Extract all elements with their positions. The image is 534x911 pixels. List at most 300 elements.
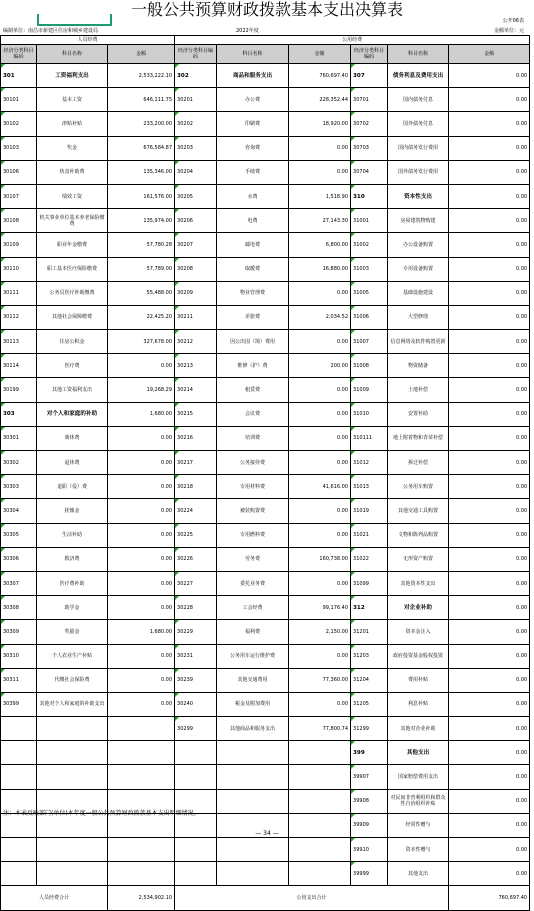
table-row bbox=[1, 112, 530, 136]
cell-amount: 0.00 bbox=[108, 571, 175, 595]
header-code: 经济分类科目编码 bbox=[1, 45, 37, 64]
cell-amount: 0.00 bbox=[289, 160, 351, 184]
cell-name: 房屋建筑物购建 bbox=[388, 209, 449, 233]
cell-amount: 0.00 bbox=[289, 571, 351, 595]
cell-code: 30303 bbox=[1, 475, 37, 499]
cell-amount: 99,176.40 bbox=[289, 596, 351, 620]
cell-name bbox=[217, 862, 289, 886]
cell-name: 拆迁补偿 bbox=[388, 451, 449, 475]
table-row bbox=[1, 862, 530, 886]
cell-code: 30229 bbox=[175, 620, 217, 644]
cell-name bbox=[37, 838, 108, 862]
cell-name: 差旅费 bbox=[217, 305, 289, 329]
cell-code: 30231 bbox=[175, 644, 217, 668]
cell-name: 其他交通费用 bbox=[217, 668, 289, 692]
cell-name: 退职（役）费 bbox=[37, 475, 108, 499]
cell-amount: 6,800.00 bbox=[289, 233, 351, 257]
cell-amount bbox=[108, 717, 175, 741]
cell-name: 专用材料费 bbox=[217, 475, 289, 499]
cell-code: 303 bbox=[1, 402, 37, 426]
cell-name: 机关事业单位基本养老保险缴费 bbox=[37, 209, 108, 233]
cell-code: 30212 bbox=[175, 330, 217, 354]
cell-name: 信息网络及软件购置更新 bbox=[388, 330, 449, 354]
cell-amount: 0.00 bbox=[449, 717, 530, 741]
cell-name: 劳务费 bbox=[217, 547, 289, 571]
cell-code: 307 bbox=[351, 64, 388, 88]
cell-code bbox=[175, 765, 217, 789]
cell-name bbox=[217, 741, 289, 765]
cell-amount bbox=[289, 765, 351, 789]
public-total-label: 公用支出合计 bbox=[175, 886, 449, 911]
cell-name: 公务用车购置 bbox=[388, 475, 449, 499]
cell-code: 30102 bbox=[1, 112, 37, 136]
table-row bbox=[1, 547, 530, 571]
cell-amount bbox=[289, 862, 351, 886]
cell-code: 30213 bbox=[175, 354, 217, 378]
cell-amount: 0.00 bbox=[449, 692, 530, 716]
cell-code: 30204 bbox=[175, 160, 217, 184]
table-row bbox=[1, 88, 530, 112]
cell-name: 其他对个人和家庭的补助支出 bbox=[37, 692, 108, 716]
table-row bbox=[1, 354, 530, 378]
cell-name: 绩效工资 bbox=[37, 184, 108, 208]
cell-name: 公务用车运行维护费 bbox=[217, 644, 289, 668]
compiling-unit: 编制单位：南昌市新建区住房和城乡建设局 bbox=[3, 28, 99, 34]
cell-amount: 0.00 bbox=[108, 644, 175, 668]
cell-code: 30702 bbox=[351, 112, 388, 136]
cell-name: 因公出国（境）费用 bbox=[217, 330, 289, 354]
cell-amount: 0.00 bbox=[289, 330, 351, 354]
cell-amount: 2,034.52 bbox=[289, 305, 351, 329]
cell-amount: 57,789.00 bbox=[108, 257, 175, 281]
cell-name: 国外债务发行费用 bbox=[388, 160, 449, 184]
cell-name: 生活补助 bbox=[37, 523, 108, 547]
cell-name: 维修（护）费 bbox=[217, 354, 289, 378]
cell-code: 31022 bbox=[351, 547, 388, 571]
cell-code: 30205 bbox=[175, 184, 217, 208]
cell-code bbox=[1, 862, 37, 886]
cell-amount: 0.00 bbox=[108, 475, 175, 499]
cell-name: 医疗费 bbox=[37, 354, 108, 378]
cell-amount: 0.00 bbox=[449, 644, 530, 668]
cell-name: 其他商品和服务支出 bbox=[217, 717, 289, 741]
footnote: 注：本表反映部门(单位)本年度一般公共预算财政拨款基本支出明细情况。 bbox=[3, 810, 200, 817]
header-code: 经济分类科目编码 bbox=[175, 45, 217, 64]
table-row bbox=[1, 475, 530, 499]
cell-code: 30226 bbox=[175, 547, 217, 571]
cell-name: 福利费 bbox=[217, 620, 289, 644]
cell-amount: 0.00 bbox=[108, 692, 175, 716]
cell-amount: 1,518.90 bbox=[289, 184, 351, 208]
cell-name: 国家赔偿费用支出 bbox=[388, 765, 449, 789]
cell-code: 30203 bbox=[175, 136, 217, 160]
cell-amount: 55,488.00 bbox=[108, 281, 175, 305]
header-name: 科目名称 bbox=[388, 45, 449, 64]
cell-name: 其他支出 bbox=[388, 741, 449, 765]
cell-code: 310111 bbox=[351, 426, 388, 450]
cell-amount: 0.00 bbox=[108, 499, 175, 523]
cell-name: 资本金注入 bbox=[388, 620, 449, 644]
table-row bbox=[1, 741, 530, 765]
cell-code: 30112 bbox=[1, 305, 37, 329]
cell-name: 基本工资 bbox=[37, 88, 108, 112]
table-row bbox=[1, 160, 530, 184]
cell-name: 资本性赠与 bbox=[388, 838, 449, 862]
cell-amount: 646,111.75 bbox=[108, 88, 175, 112]
expenditure-table bbox=[0, 35, 530, 911]
table-row bbox=[1, 184, 530, 208]
cell-amount: 0.00 bbox=[108, 668, 175, 692]
cell-name: 对民间非营利组织和群众性自治组织补贴 bbox=[388, 789, 449, 813]
cell-code: 31203 bbox=[351, 644, 388, 668]
cell-amount: 0.00 bbox=[449, 862, 530, 886]
cell-name: 国内债务付息 bbox=[388, 88, 449, 112]
cell-name: 其他资本性支出 bbox=[388, 571, 449, 595]
cell-code: 39910 bbox=[351, 838, 388, 862]
group-public: 公用经费 bbox=[175, 36, 530, 45]
cell-amount: 0.00 bbox=[449, 765, 530, 789]
cell-amount: 0.00 bbox=[449, 813, 530, 837]
public-total-value: 760,697.40 bbox=[449, 886, 530, 911]
cell-name: 医疗费补助 bbox=[37, 571, 108, 595]
cell-amount bbox=[108, 765, 175, 789]
cell-code: 30101 bbox=[1, 88, 37, 112]
cell-name: 无形资产购置 bbox=[388, 547, 449, 571]
cell-code bbox=[175, 741, 217, 765]
cell-code: 30201 bbox=[175, 88, 217, 112]
cell-amount: 0.00 bbox=[449, 305, 530, 329]
cell-amount: 161,576.00 bbox=[108, 184, 175, 208]
cell-amount: 0.00 bbox=[289, 451, 351, 475]
cell-code: 31010 bbox=[351, 402, 388, 426]
cell-code: 30228 bbox=[175, 596, 217, 620]
cell-amount: 0.00 bbox=[449, 233, 530, 257]
table-row bbox=[1, 717, 530, 741]
cell-code: 30301 bbox=[1, 426, 37, 450]
cell-amount bbox=[108, 838, 175, 862]
cell-name bbox=[37, 765, 108, 789]
cell-code: 30225 bbox=[175, 523, 217, 547]
cell-code: 30308 bbox=[1, 596, 37, 620]
cell-code: 312 bbox=[351, 596, 388, 620]
cell-name: 其他交通工具购置 bbox=[388, 499, 449, 523]
cell-code: 30307 bbox=[1, 571, 37, 595]
cell-code: 30239 bbox=[175, 668, 217, 692]
cell-amount: 0.00 bbox=[449, 741, 530, 765]
table-row bbox=[1, 451, 530, 475]
cell-code: 39999 bbox=[351, 862, 388, 886]
cell-code: 31009 bbox=[351, 378, 388, 402]
cell-name: 政府投资基金股权投资 bbox=[388, 644, 449, 668]
cell-name: 土地补偿 bbox=[388, 378, 449, 402]
cell-name: 债务利息及费用支出 bbox=[388, 64, 449, 88]
report-title: 一般公共预算财政拨款基本支出决算表 bbox=[130, 0, 403, 19]
table-row bbox=[1, 330, 530, 354]
cell-amount: 228,352.44 bbox=[289, 88, 351, 112]
cell-name: 物资储备 bbox=[388, 354, 449, 378]
cell-name: 税金及附加费用 bbox=[217, 692, 289, 716]
cell-name: 其他社会保障缴费 bbox=[37, 305, 108, 329]
header-amount: 金额 bbox=[289, 45, 351, 64]
cell-code: 31205 bbox=[351, 692, 388, 716]
cell-name: 商品和服务支出 bbox=[217, 64, 289, 88]
cell-amount: 0.00 bbox=[449, 184, 530, 208]
table-row bbox=[1, 596, 530, 620]
table-row bbox=[1, 257, 530, 281]
cell-name: 工资福利支出 bbox=[37, 64, 108, 88]
table-row bbox=[1, 620, 530, 644]
cell-amount: 0.00 bbox=[449, 499, 530, 523]
cell-amount: 1,680.00 bbox=[108, 402, 175, 426]
cell-code: 301 bbox=[1, 64, 37, 88]
cell-code: 30199 bbox=[1, 378, 37, 402]
cell-amount bbox=[108, 741, 175, 765]
cell-name: 咨询费 bbox=[217, 136, 289, 160]
cell-code bbox=[1, 838, 37, 862]
cell-code: 30311 bbox=[1, 668, 37, 692]
cell-name: 公务接待费 bbox=[217, 451, 289, 475]
cell-amount: 0.00 bbox=[449, 426, 530, 450]
cell-code: 30216 bbox=[175, 426, 217, 450]
table-row bbox=[1, 644, 530, 668]
header-name: 科目名称 bbox=[217, 45, 289, 64]
cell-code: 30306 bbox=[1, 547, 37, 571]
page-number: — 34 — bbox=[255, 830, 279, 837]
cell-amount: 0.00 bbox=[449, 354, 530, 378]
cell-amount: 0.00 bbox=[449, 596, 530, 620]
cell-name bbox=[37, 741, 108, 765]
cell-amount: 0.00 bbox=[449, 451, 530, 475]
cell-amount: 0.00 bbox=[449, 475, 530, 499]
cell-amount: 0.00 bbox=[449, 620, 530, 644]
cell-amount: 19,268.29 bbox=[108, 378, 175, 402]
cell-name: 资本性支出 bbox=[388, 184, 449, 208]
cell-code: 39907 bbox=[351, 765, 388, 789]
cell-code: 31021 bbox=[351, 523, 388, 547]
cell-amount: 0.00 bbox=[449, 112, 530, 136]
cell-selection-box bbox=[37, 14, 112, 26]
cell-name: 职业年金缴费 bbox=[37, 233, 108, 257]
cell-code: 31013 bbox=[351, 475, 388, 499]
cell-name: 国外债务付息 bbox=[388, 112, 449, 136]
table-row bbox=[1, 692, 530, 716]
cell-name: 其他工资福利支出 bbox=[37, 378, 108, 402]
cell-name: 邮电费 bbox=[217, 233, 289, 257]
cell-code: 30305 bbox=[1, 523, 37, 547]
cell-name: 文物和陈列品购置 bbox=[388, 523, 449, 547]
cell-amount: 1,680.00 bbox=[108, 620, 175, 644]
cell-name: 取暖费 bbox=[217, 257, 289, 281]
cell-code: 30109 bbox=[1, 233, 37, 257]
table-row bbox=[1, 838, 530, 862]
cell-name: 津贴补贴 bbox=[37, 112, 108, 136]
cell-amount: 760,697.40 bbox=[289, 64, 351, 88]
cell-amount bbox=[108, 862, 175, 886]
cell-name bbox=[37, 862, 108, 886]
cell-amount: 0.00 bbox=[108, 596, 175, 620]
cell-amount bbox=[289, 789, 351, 813]
cell-amount: 0.00 bbox=[449, 668, 530, 692]
cell-amount: 200.00 bbox=[289, 354, 351, 378]
cell-name: 费用补贴 bbox=[388, 668, 449, 692]
report-year: 2022年度 bbox=[236, 28, 259, 34]
cell-name bbox=[217, 765, 289, 789]
cell-name: 培训费 bbox=[217, 426, 289, 450]
cell-name: 国内债务发行费用 bbox=[388, 136, 449, 160]
cell-name: 伙食补助费 bbox=[37, 160, 108, 184]
cell-amount: 0.00 bbox=[289, 281, 351, 305]
cell-amount: 16,880.00 bbox=[289, 257, 351, 281]
cell-code: 31007 bbox=[351, 330, 388, 354]
cell-code: 310 bbox=[351, 184, 388, 208]
cell-name: 租赁费 bbox=[217, 378, 289, 402]
cell-code: 31003 bbox=[351, 257, 388, 281]
cell-name: 对企业补助 bbox=[388, 596, 449, 620]
cell-code: 31299 bbox=[351, 717, 388, 741]
cell-name: 工会经费 bbox=[217, 596, 289, 620]
cell-amount: 135,974.00 bbox=[108, 209, 175, 233]
cell-amount: 22,425.20 bbox=[108, 305, 175, 329]
cell-code: 30240 bbox=[175, 692, 217, 716]
cell-amount: 0.00 bbox=[449, 402, 530, 426]
cell-name: 其他对企业补助 bbox=[388, 717, 449, 741]
cell-name: 手续费 bbox=[217, 160, 289, 184]
cell-name: 印刷费 bbox=[217, 112, 289, 136]
cell-code: 31019 bbox=[351, 499, 388, 523]
cell-code: 30304 bbox=[1, 499, 37, 523]
cell-code: 30207 bbox=[175, 233, 217, 257]
cell-name: 奖金 bbox=[37, 136, 108, 160]
cell-name: 职工基本医疗保险缴费 bbox=[37, 257, 108, 281]
cell-code bbox=[1, 717, 37, 741]
table-row bbox=[1, 426, 530, 450]
cell-name: 专用燃料费 bbox=[217, 523, 289, 547]
cell-amount bbox=[289, 838, 351, 862]
cell-code: 30211 bbox=[175, 305, 217, 329]
cell-code: 31005 bbox=[351, 281, 388, 305]
cell-code: 30302 bbox=[1, 451, 37, 475]
cell-amount: 160,738.00 bbox=[289, 547, 351, 571]
cell-amount: 0.00 bbox=[289, 402, 351, 426]
table-row bbox=[1, 571, 530, 595]
cell-amount bbox=[289, 741, 351, 765]
cell-code bbox=[1, 765, 37, 789]
money-unit: 金额单位：元 bbox=[493, 28, 524, 34]
cell-name: 被装购置费 bbox=[217, 499, 289, 523]
table-row bbox=[1, 499, 530, 523]
cell-code: 30310 bbox=[1, 644, 37, 668]
cell-name: 奖励金 bbox=[37, 620, 108, 644]
cell-amount: 2,533,222.10 bbox=[108, 64, 175, 88]
cell-amount: 0.00 bbox=[108, 354, 175, 378]
table-row bbox=[1, 523, 530, 547]
cell-code: 39908 bbox=[351, 789, 388, 813]
cell-code: 30701 bbox=[351, 88, 388, 112]
cell-amount: 0.00 bbox=[108, 451, 175, 475]
personnel-total-label: 人员经费合计 bbox=[1, 886, 108, 911]
cell-name: 救济费 bbox=[37, 547, 108, 571]
cell-code bbox=[1, 741, 37, 765]
cell-code: 31201 bbox=[351, 620, 388, 644]
cell-name: 抚恤金 bbox=[37, 499, 108, 523]
cell-code: 30218 bbox=[175, 475, 217, 499]
cell-code: 30103 bbox=[1, 136, 37, 160]
cell-code: 30113 bbox=[1, 330, 37, 354]
cell-code: 31204 bbox=[351, 668, 388, 692]
cell-name: 其他支出 bbox=[388, 862, 449, 886]
cell-code: 30399 bbox=[1, 692, 37, 716]
table-row bbox=[1, 233, 530, 257]
cell-amount: 0.00 bbox=[449, 571, 530, 595]
cell-name: 离休费 bbox=[37, 426, 108, 450]
cell-amount: 135,346.00 bbox=[108, 160, 175, 184]
cell-code: 399 bbox=[351, 741, 388, 765]
table-row bbox=[1, 402, 530, 426]
cell-name: 办公设备购置 bbox=[388, 233, 449, 257]
cell-code: 30110 bbox=[1, 257, 37, 281]
cell-name: 助学金 bbox=[37, 596, 108, 620]
cell-code: 39909 bbox=[351, 813, 388, 837]
cell-code: 30208 bbox=[175, 257, 217, 281]
cell-amount: 0.00 bbox=[449, 547, 530, 571]
cell-amount: 0.00 bbox=[449, 88, 530, 112]
cell-name: 公务员医疗补助缴费 bbox=[37, 281, 108, 305]
cell-name: 利息补贴 bbox=[388, 692, 449, 716]
cell-name: 退休费 bbox=[37, 451, 108, 475]
header-amount: 金额 bbox=[108, 45, 175, 64]
cell-code: 30106 bbox=[1, 160, 37, 184]
cell-amount: 0.00 bbox=[449, 257, 530, 281]
cell-code: 30111 bbox=[1, 281, 37, 305]
cell-amount: 0.00 bbox=[108, 547, 175, 571]
cell-name: 水费 bbox=[217, 184, 289, 208]
cell-amount: 18,920.00 bbox=[289, 112, 351, 136]
table-row bbox=[1, 378, 530, 402]
table-row bbox=[1, 281, 530, 305]
cell-name: 对个人和家庭的补助 bbox=[37, 402, 108, 426]
cell-code: 30214 bbox=[175, 378, 217, 402]
table-row bbox=[1, 305, 530, 329]
cell-amount: 0.00 bbox=[449, 838, 530, 862]
cell-amount: 0.00 bbox=[289, 426, 351, 450]
table-row bbox=[1, 765, 530, 789]
group-personnel: 人员经费 bbox=[1, 36, 175, 45]
table-row bbox=[1, 668, 530, 692]
cell-name: 会议费 bbox=[217, 402, 289, 426]
cell-code: 30227 bbox=[175, 571, 217, 595]
cell-code: 30215 bbox=[175, 402, 217, 426]
cell-name bbox=[217, 789, 289, 813]
cell-name: 大型修缮 bbox=[388, 305, 449, 329]
cell-code: 31001 bbox=[351, 209, 388, 233]
cell-amount: 0.00 bbox=[289, 136, 351, 160]
cell-name: 个人农业生产补贴 bbox=[37, 644, 108, 668]
cell-amount: 0.00 bbox=[449, 789, 530, 813]
cell-name: 安置补助 bbox=[388, 402, 449, 426]
cell-amount: 41,616.00 bbox=[289, 475, 351, 499]
cell-code: 31006 bbox=[351, 305, 388, 329]
cell-code: 30209 bbox=[175, 281, 217, 305]
cell-amount: 0.00 bbox=[108, 426, 175, 450]
table-row bbox=[1, 64, 530, 88]
cell-amount: 0.00 bbox=[289, 523, 351, 547]
cell-code: 31099 bbox=[351, 571, 388, 595]
cell-amount: 0.00 bbox=[289, 499, 351, 523]
cell-name: 委托业务费 bbox=[217, 571, 289, 595]
cell-name: 专用设备购置 bbox=[388, 257, 449, 281]
header-name: 科目名称 bbox=[37, 45, 108, 64]
cell-name: 基础设施建设 bbox=[388, 281, 449, 305]
